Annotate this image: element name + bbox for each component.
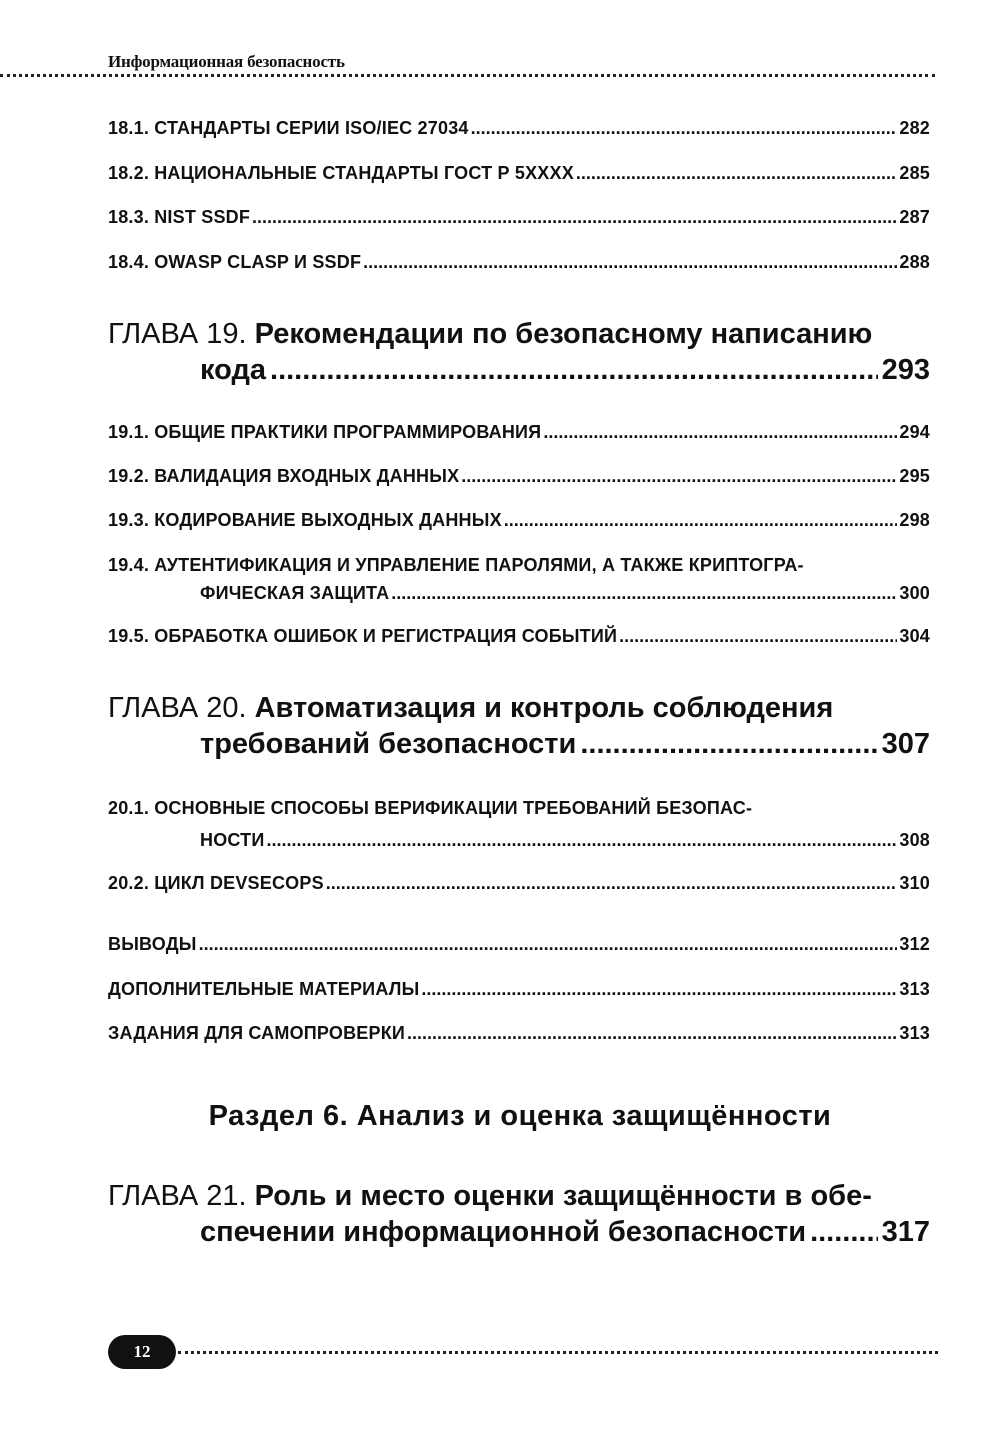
toc-entry-18-1[interactable] <box>108 114 930 142</box>
leader-dots <box>421 975 897 1003</box>
toc-entry-text: ДОПОЛНИТЕЛЬНЫЕ МАТЕРИАЛЫ <box>108 979 420 999</box>
toc-page-number: 300 <box>899 583 930 603</box>
chapter-title-line2: спечении информационной безопасности <box>200 1216 807 1248</box>
chapter-page-number: 293 <box>881 354 930 386</box>
toc-entry-text: 20.2. ЦИКЛ DEVSECOPS <box>108 873 324 893</box>
toc-entry-text: 19.5. ОБРАБОТКА ОШИБОК И РЕГИСТРАЦИЯ СОБЫТИЙ <box>108 626 618 646</box>
chapter-page-number: 317 <box>881 1216 930 1248</box>
leader-dots <box>363 248 897 276</box>
leader-dots <box>270 352 878 388</box>
page-footer <box>108 1334 938 1370</box>
leader-dots <box>576 159 897 187</box>
toc-entry-text-line1: 19.4. АУТЕНТИФИКАЦИЯ И УПРАВЛЕНИЕ ПАРОЛЯМИ, А ТАКЖЕ КРИПТОГРА- <box>108 555 804 575</box>
toc-page-number: 298 <box>899 510 930 530</box>
running-header-title: Информационная безопасность <box>108 52 345 71</box>
toc-page-number: 287 <box>899 207 930 227</box>
toc-entry-text-line1: 20.1. ОСНОВНЫЕ СПОСОБЫ ВЕРИФИКАЦИИ ТРЕБОВАНИЙ БЕЗОПАС- <box>108 798 753 818</box>
toc-entry-text-line2: НОСТИ <box>200 830 265 850</box>
leader-dots <box>326 869 898 897</box>
toc-entry-18-4[interactable] <box>108 248 930 276</box>
toc-entry-19-3[interactable] <box>108 506 930 534</box>
leader-dots <box>407 1019 897 1047</box>
section-heading: Раздел 6. Анализ и оценка защищённости <box>208 1100 832 1132</box>
leader-dots <box>619 622 897 650</box>
toc-entry-additional-materials[interactable] <box>108 975 930 1003</box>
toc-entry-text: 18.4. OWASP CLASP И SSDF <box>108 252 362 272</box>
page-number-badge: 12 <box>108 1335 176 1369</box>
toc-entry-text: 19.1. ОБЩИЕ ПРАКТИКИ ПРОГРАММИРОВАНИЯ <box>108 422 542 442</box>
chapter-title-line1: Автоматизация и контроль соблюдения <box>254 692 834 724</box>
toc-page-number: 282 <box>899 118 930 138</box>
toc-entry-text-line2: ФИЧЕСКАЯ ЗАЩИТА <box>200 583 390 603</box>
toc-page-number: 308 <box>899 830 930 850</box>
toc-entry-18-3[interactable] <box>108 203 930 231</box>
toc-page-number: 304 <box>899 626 930 646</box>
header-dotted-rule <box>0 74 935 77</box>
toc-entry-19-5[interactable] <box>108 622 930 650</box>
toc-entry-text: 19.2. ВАЛИДАЦИЯ ВХОДНЫХ ДАННЫХ <box>108 466 460 486</box>
toc-entry-text: 18.2. НАЦИОНАЛЬНЫЕ СТАНДАРТЫ ГОСТ Р 5XXXX <box>108 163 574 183</box>
leader-dots <box>471 114 898 142</box>
toc-chapter-19[interactable] <box>108 316 930 388</box>
toc-page-number: 285 <box>899 163 930 183</box>
toc-entry-20-1[interactable] <box>108 794 930 854</box>
leader-dots <box>252 203 897 231</box>
chapter-title-line1: Роль и место оценки защищённости в обе- <box>254 1180 872 1212</box>
toc-entry-conclusions[interactable] <box>108 930 930 958</box>
toc-page-number: 295 <box>899 466 930 486</box>
toc-entry-text: 19.3. КОДИРОВАНИЕ ВЫХОДНЫХ ДАННЫХ <box>108 510 502 530</box>
toc-page-number: 313 <box>899 1023 930 1043</box>
toc-chapter-20[interactable] <box>108 690 930 762</box>
toc-page-number: 294 <box>899 422 930 442</box>
leader-dots <box>504 506 898 534</box>
chapter-label: ГЛАВА 20. <box>108 692 247 724</box>
chapter-page-number: 307 <box>881 728 930 760</box>
toc-entry-text: 18.3. NIST SSDF <box>108 207 251 227</box>
toc-page-number: 310 <box>899 873 930 893</box>
toc-entry-19-2[interactable] <box>108 462 930 490</box>
leader-dots <box>391 579 897 607</box>
leader-dots <box>461 462 897 490</box>
toc-chapter-21[interactable] <box>108 1178 930 1250</box>
toc-entry-19-4[interactable] <box>108 551 930 607</box>
toc-page-number: 312 <box>899 934 930 954</box>
toc-entry-text: 18.1. СТАНДАРТЫ СЕРИИ ISO/IEC 27034 <box>108 118 469 138</box>
leader-dots <box>810 1214 878 1250</box>
toc-entry-19-1[interactable] <box>108 418 930 446</box>
chapter-title-line2: кода <box>200 354 267 386</box>
toc-entry-20-2[interactable] <box>108 869 930 897</box>
toc-page-number: 288 <box>899 252 930 272</box>
chapter-label: ГЛАВА 21. <box>108 1180 247 1212</box>
toc-entry-text: ЗАДАНИЯ ДЛЯ САМОПРОВЕРКИ <box>108 1023 406 1043</box>
chapter-title-line2: требований безопасности <box>200 728 577 760</box>
footer-dotted-rule <box>178 1351 938 1354</box>
toc-entry-self-check-tasks[interactable] <box>108 1019 930 1047</box>
leader-dots <box>199 930 898 958</box>
toc-entry-18-2[interactable] <box>108 159 930 187</box>
leader-dots <box>543 418 897 446</box>
toc-page-number: 313 <box>899 979 930 999</box>
leader-dots <box>266 826 897 854</box>
chapter-label: ГЛАВА 19. <box>108 318 247 350</box>
leader-dots <box>580 726 877 762</box>
chapter-title-line1: Рекомендации по безопасному написанию <box>254 318 873 350</box>
toc-entry-text: ВЫВОДЫ <box>108 934 197 954</box>
